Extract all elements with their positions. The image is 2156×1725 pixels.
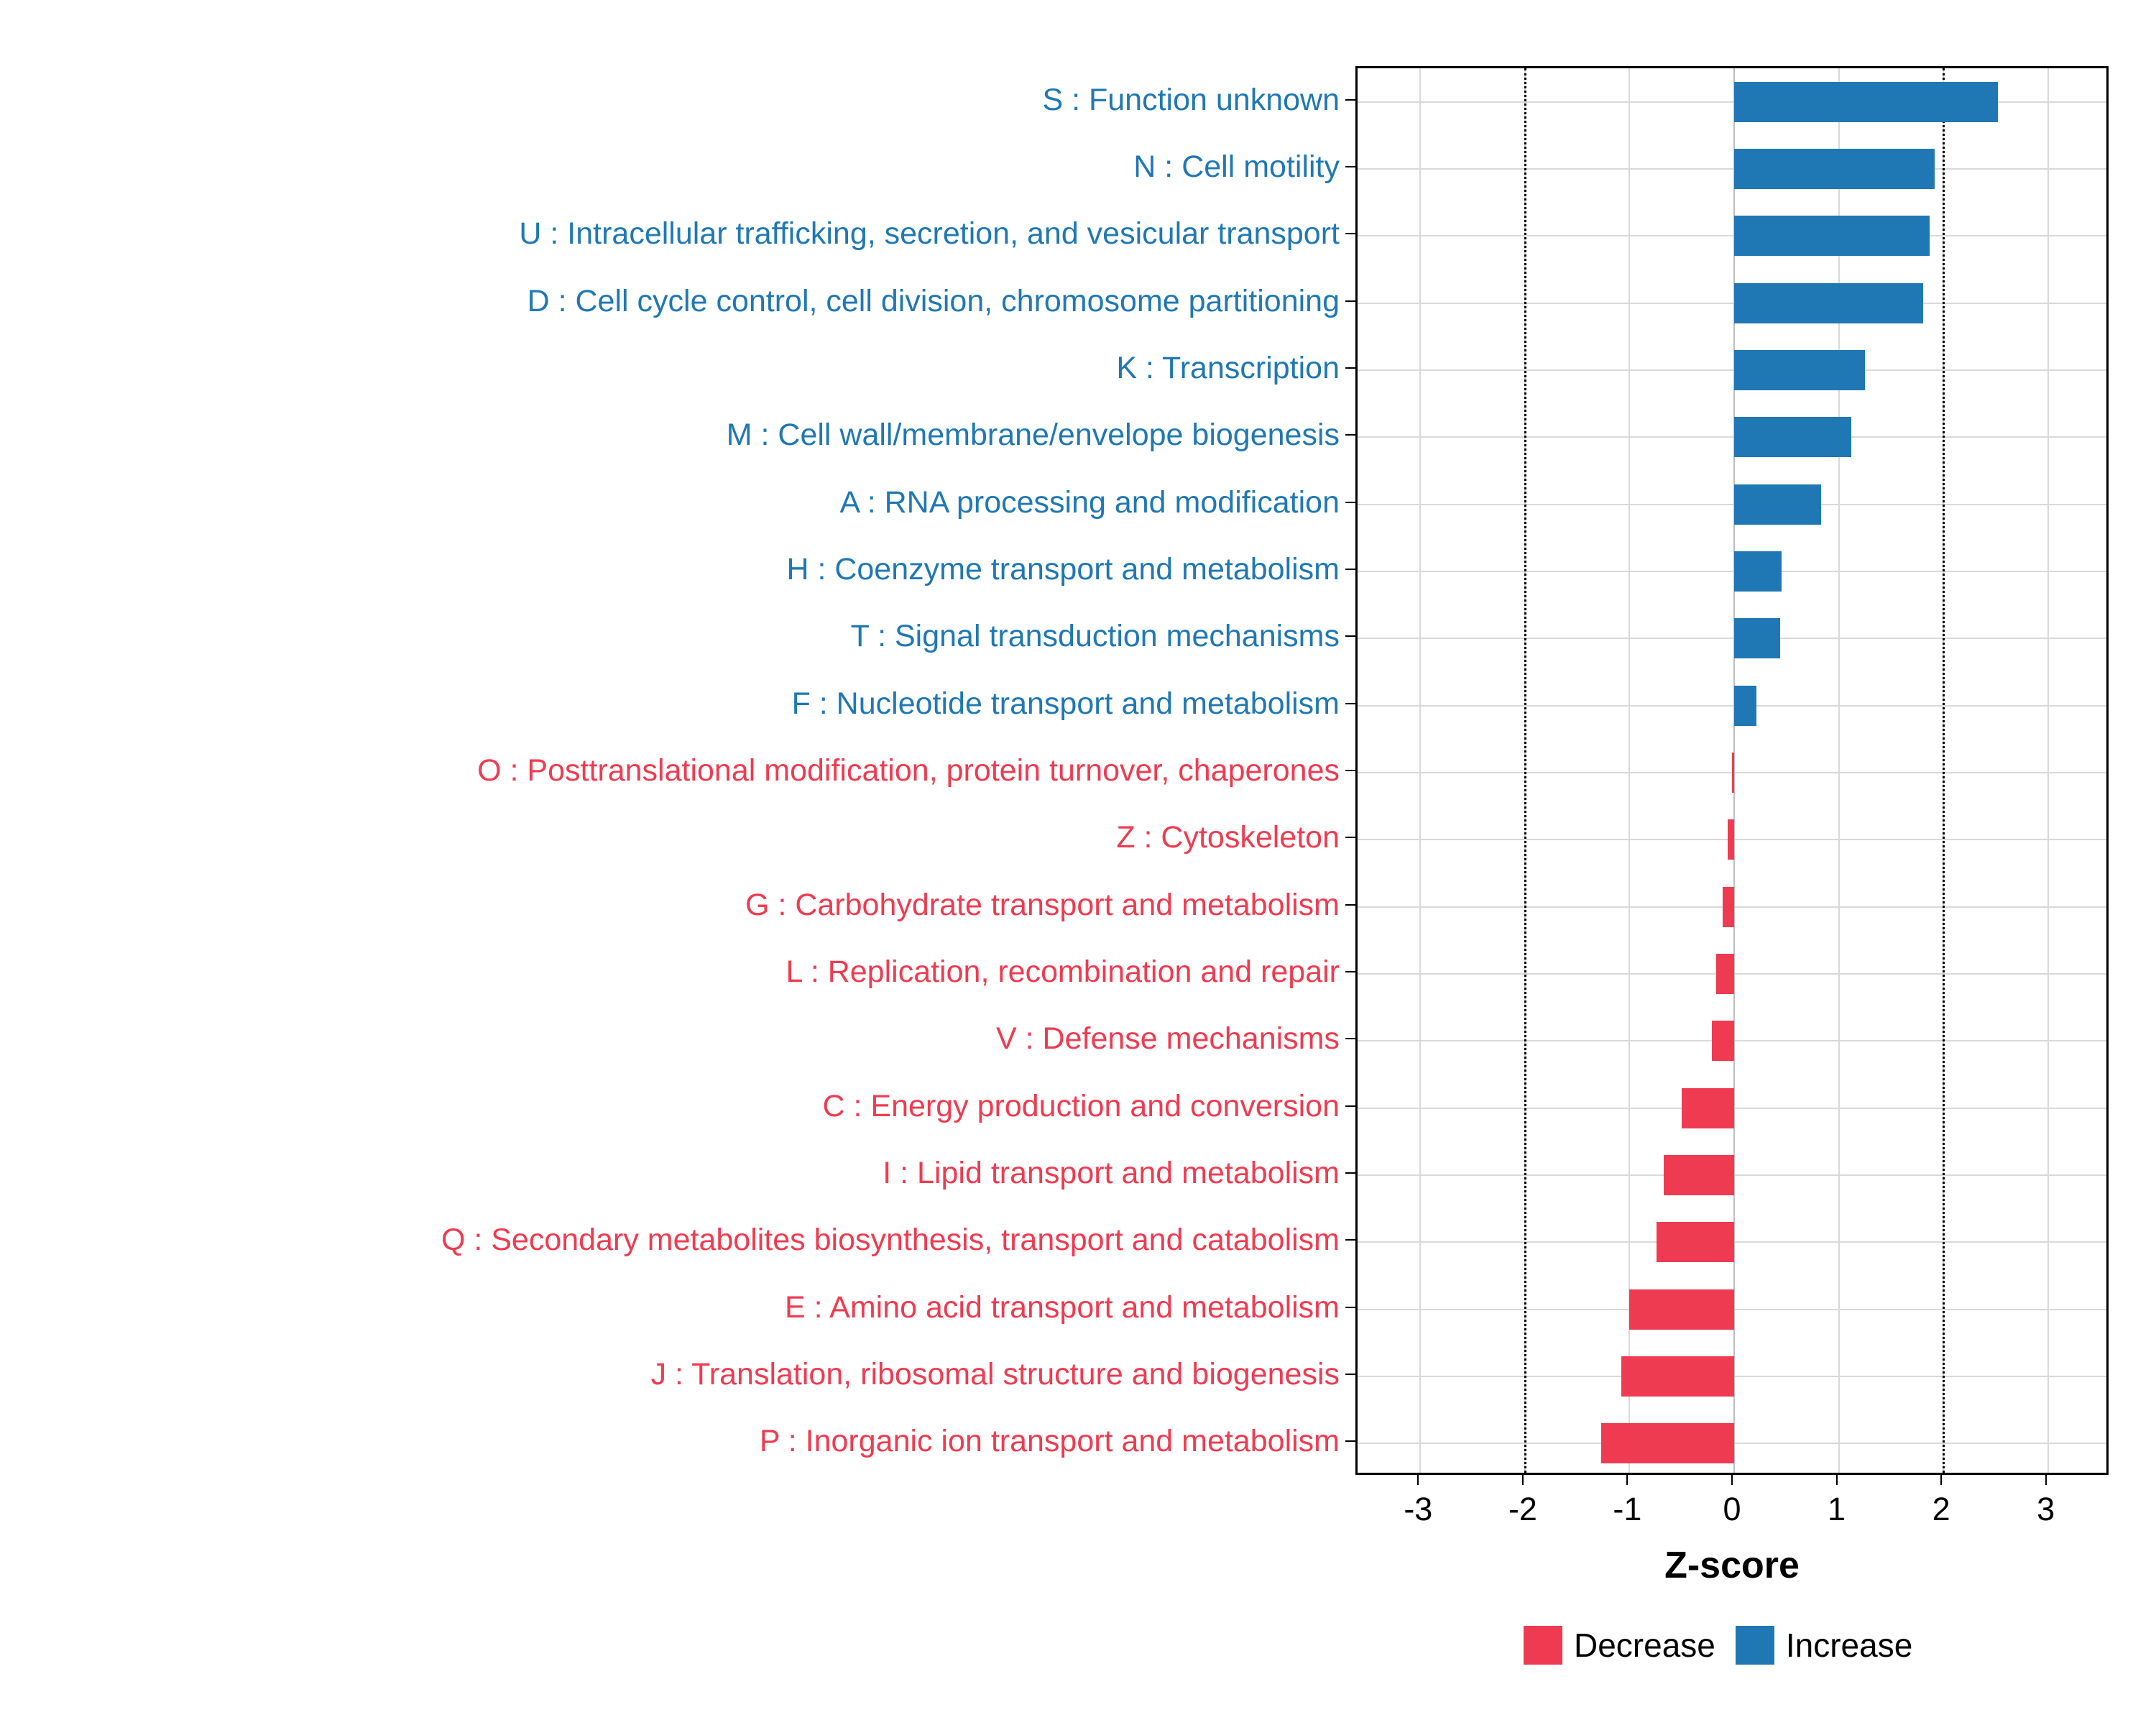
y-axis-tick [1345, 99, 1355, 101]
category-label: F : Nucleotide transport and metabolism [791, 686, 1340, 721]
gridline-horizontal [1358, 571, 2106, 572]
category-label: C : Energy production and conversion [822, 1088, 1340, 1123]
x-axis-tick [1836, 1475, 1838, 1485]
reference-line [1943, 68, 1945, 1473]
bar [1657, 1222, 1734, 1262]
y-axis-tick [1345, 569, 1355, 570]
bar [1601, 1423, 1734, 1463]
y-axis-tick [1345, 703, 1355, 704]
y-axis-tick [1345, 1172, 1355, 1174]
bar [1723, 887, 1734, 927]
x-axis-tick [2045, 1475, 2047, 1485]
legend-label: Decrease [1574, 1627, 1715, 1664]
gridline-horizontal [1358, 303, 2106, 304]
bar [1712, 1021, 1734, 1061]
x-axis-tick-label: -3 [1404, 1491, 1433, 1527]
bar [1621, 1356, 1734, 1397]
x-axis-tick [1626, 1475, 1628, 1485]
category-label: V : Defense mechanisms [996, 1021, 1340, 1057]
y-axis-tick [1345, 971, 1355, 972]
y-axis-tick [1345, 1038, 1355, 1039]
y-axis-tick [1345, 770, 1355, 771]
gridline-horizontal [1358, 638, 2106, 639]
category-label: A : RNA processing and modification [839, 484, 1340, 520]
x-axis-tick [1940, 1475, 1942, 1485]
category-label: Z : Cytoskeleton [1116, 820, 1340, 855]
bar [1629, 1289, 1734, 1330]
bar [1732, 753, 1734, 793]
x-axis-title: Z-score [1664, 1545, 1800, 1586]
category-label: U : Intracellular trafficking, secretion, and vesicular transport [519, 216, 1340, 252]
legend-label: Increase [1785, 1627, 1913, 1664]
y-axis-tick [1345, 1105, 1355, 1107]
y-axis-tick [1345, 434, 1355, 436]
y-axis-tick [1345, 904, 1355, 906]
y-axis-tick [1345, 300, 1355, 302]
category-label: M : Cell wall/membrane/envelope biogenesis [726, 418, 1340, 453]
y-axis-tick [1345, 837, 1355, 838]
category-label: S : Function unknown [1042, 82, 1340, 117]
gridline-vertical [1419, 68, 1421, 1473]
y-axis-tick [1345, 502, 1355, 503]
category-label: P : Inorganic ion transport and metabolism [759, 1424, 1340, 1459]
category-label: I : Lipid transport and metabolism [883, 1156, 1340, 1190]
x-axis-tick-label: 0 [1723, 1491, 1741, 1527]
category-label: J : Translation, ribosomal structure and biogenesis [650, 1357, 1340, 1392]
category-label: G : Carbohydrate transport and metabolism [745, 887, 1340, 922]
gridline-horizontal [1358, 369, 2106, 371]
reference-line [1524, 68, 1526, 1473]
category-label: L : Replication, recombination and repair [786, 954, 1340, 989]
category-label: O : Posttranslational modification, protein turnover, chaperones [477, 753, 1340, 788]
y-axis-tick [1345, 1440, 1355, 1442]
category-label: Q : Secondary metabolites biosynthesis, transport and catabolism [441, 1223, 1340, 1258]
category-label: N : Cell motility [1133, 150, 1340, 184]
y-axis-tick [1345, 233, 1355, 234]
bar [1682, 1088, 1734, 1128]
bar [1734, 551, 1782, 592]
gridline-vertical [1628, 68, 1630, 1473]
x-axis-tick-label: -1 [1613, 1491, 1642, 1527]
legend-swatch [1736, 1626, 1774, 1665]
category-label: E : Amino acid transport and metabolism [785, 1289, 1340, 1325]
gridline-horizontal [1358, 705, 2106, 707]
y-axis-tick [1345, 1239, 1355, 1241]
legend-swatch [1524, 1626, 1562, 1665]
gridline-vertical [2047, 68, 2049, 1473]
gridline-horizontal [1358, 436, 2106, 438]
bar [1734, 216, 1930, 256]
x-axis-tick-label: -2 [1508, 1491, 1537, 1527]
gridline-horizontal [1358, 168, 2106, 170]
gridline-horizontal [1358, 235, 2106, 236]
bar [1716, 954, 1734, 994]
legend-item [1736, 1626, 1912, 1665]
x-axis-tick-label: 1 [1828, 1491, 1846, 1527]
bar [1734, 82, 1998, 122]
category-label: H : Coenzyme transport and metabolism [786, 552, 1340, 586]
y-axis-tick [1345, 1307, 1355, 1308]
plot-area [1355, 66, 2109, 1475]
y-axis-tick [1345, 166, 1355, 167]
y-axis-tick [1345, 367, 1355, 369]
y-axis-tick [1345, 635, 1355, 637]
y-axis-tick [1345, 1374, 1355, 1375]
x-axis-tick [1731, 1475, 1733, 1485]
bar [1734, 417, 1851, 457]
bar [1734, 350, 1865, 390]
bar [1664, 1155, 1734, 1195]
category-label: T : Signal transduction mechanisms [850, 619, 1340, 654]
x-axis-tick [1522, 1475, 1524, 1485]
chart-legend [1524, 1626, 1912, 1665]
bar [1734, 686, 1756, 726]
x-axis-tick-label: 2 [1932, 1491, 1950, 1527]
bar [1734, 283, 1923, 323]
bar [1734, 484, 1821, 525]
gridline-horizontal [1358, 504, 2106, 505]
x-axis-tick [1417, 1475, 1419, 1485]
bar [1734, 618, 1780, 658]
bar [1734, 149, 1935, 189]
category-label: D : Cell cycle control, cell division, chromosome partitioning [527, 283, 1340, 318]
gridline-vertical [1838, 68, 1840, 1473]
legend-item [1524, 1626, 1715, 1665]
bar [1728, 819, 1734, 860]
category-label: K : Transcription [1116, 351, 1340, 385]
x-axis-tick-label: 3 [2037, 1491, 2055, 1527]
